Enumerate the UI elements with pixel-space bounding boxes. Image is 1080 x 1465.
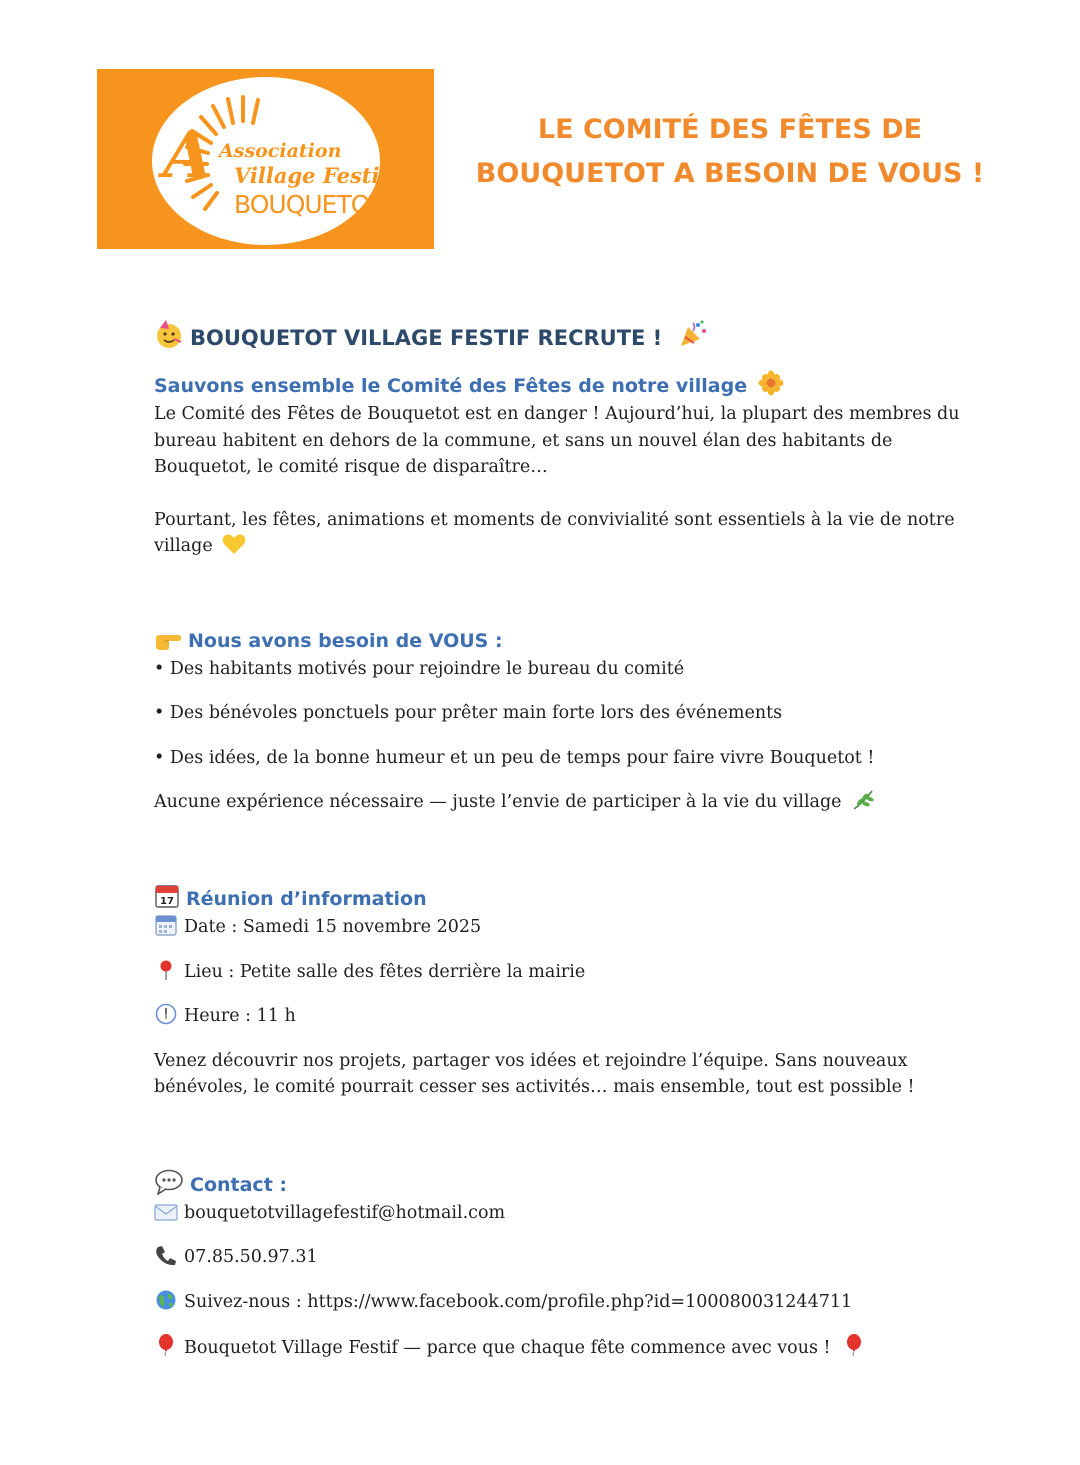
calendar-icon <box>154 883 180 909</box>
pointing-hand-icon <box>154 629 182 651</box>
needs-note-text: Aucune expérience nécessaire — juste l’envie de participer à la vie du village <box>154 792 842 812</box>
yellow-heart-icon <box>222 533 246 555</box>
contact-phone <box>154 1244 974 1270</box>
partying-face-icon <box>154 319 184 349</box>
needs-heading-text: Nous avons besoin de VOUS : <box>188 629 503 652</box>
save-paragraph-1: Le Comité des Fêtes de Bouquetot est en danger ! Aujourd’hui, la plupart des membres du bureau habitent en dehors de la commune, et sans un nouvel élan des habitants de Bouquetot, le comité risque de disparaître… <box>154 404 960 477</box>
blossom-icon <box>758 370 784 396</box>
contact-tagline-text: Bouquetot Village Festif — parce que chaque fête commence avec vous ! <box>184 1338 831 1358</box>
contact-heading <box>154 1169 974 1200</box>
contact-phone-text[interactable]: 07.85.50.97.31 <box>184 1247 318 1267</box>
needs-note <box>154 789 974 815</box>
meeting-paragraph: Venez découvrir nos projets, partager vos idées et rejoindre l’équipe. Sans nouveaux bénévoles, le comité pourrait cesser ses activités… mais ensemble, tout est possible ! <box>154 1050 915 1097</box>
page-title-line-1: LE COMITÉ DES FÊTES DE <box>537 114 923 145</box>
needs-item-1: • Des habitants motivés pour rejoindre le bureau du comité <box>154 658 685 679</box>
clock-icon <box>154 1003 178 1025</box>
speech-bubble-icon <box>154 1169 184 1195</box>
svg-text:17: 17 <box>160 896 174 907</box>
contact-email-text[interactable]: bouquetotvillagefestif@hotmail.com <box>184 1202 506 1223</box>
meeting-date-text: Date : Samedi 15 novembre 2025 <box>184 917 482 937</box>
meeting-place-text: Lieu : Petite salle des fêtes derrière la mairie <box>184 961 586 982</box>
logo-letter-a: A <box>163 118 213 193</box>
recruit-heading <box>154 318 974 358</box>
party-popper-icon <box>678 319 708 349</box>
herb-icon <box>851 789 875 811</box>
meeting-date <box>154 914 974 940</box>
meeting-place <box>154 959 974 985</box>
contact-social <box>154 1289 974 1315</box>
needs-heading <box>154 626 974 656</box>
round-pushpin-icon <box>154 959 178 981</box>
recruit-heading-text: BOUQUETOT VILLAGE FESTIF RECRUTE ! <box>190 326 663 350</box>
needs-item-2: • Des bénévoles ponctuels pour prêter main forte lors des événements <box>154 703 783 723</box>
association-logo <box>97 69 434 249</box>
logo-line-2: Village Festif <box>234 163 389 188</box>
page-title-line-2: BOUQUETOT A BESOIN DE VOUS ! <box>475 158 985 189</box>
contact-social-text[interactable]: Suivez-nous : https://www.facebook.com/profile.php?id=100080031244711 <box>184 1291 853 1312</box>
balloon-icon <box>842 1333 866 1357</box>
meeting-heading <box>154 883 974 914</box>
page-title <box>470 108 990 196</box>
globe-icon <box>154 1289 178 1311</box>
telephone-icon <box>154 1244 178 1266</box>
tear-off-calendar-icon <box>154 914 178 936</box>
save-heading-text: Sauvons ensemble le Comité des Fêtes de notre village <box>154 375 748 397</box>
save-paragraph-2-text: Pourtant, les fêtes, animations et moments de convivialité sont essentiels à la vie de notre village <box>154 509 955 556</box>
logo-line-3: BOUQUETOT <box>234 190 384 219</box>
meeting-time <box>154 1003 974 1029</box>
contact-heading-text: Contact : <box>190 1173 287 1196</box>
save-heading <box>154 370 974 401</box>
meeting-heading-text: Réunion d’information <box>186 888 427 910</box>
logo-line-1: Association <box>219 140 342 162</box>
meeting-time-text: Heure : 11 h <box>184 1006 296 1026</box>
contact-email <box>154 1200 974 1226</box>
contact-tagline <box>154 1333 974 1361</box>
needs-item-3: • Des idées, de la bonne humeur et un peu de temps pour faire vivre Bouquetot ! <box>154 747 875 768</box>
flyer-content <box>154 318 974 1361</box>
save-paragraph-2 <box>154 507 974 560</box>
email-icon <box>154 1202 178 1222</box>
balloon-icon <box>154 1333 178 1357</box>
